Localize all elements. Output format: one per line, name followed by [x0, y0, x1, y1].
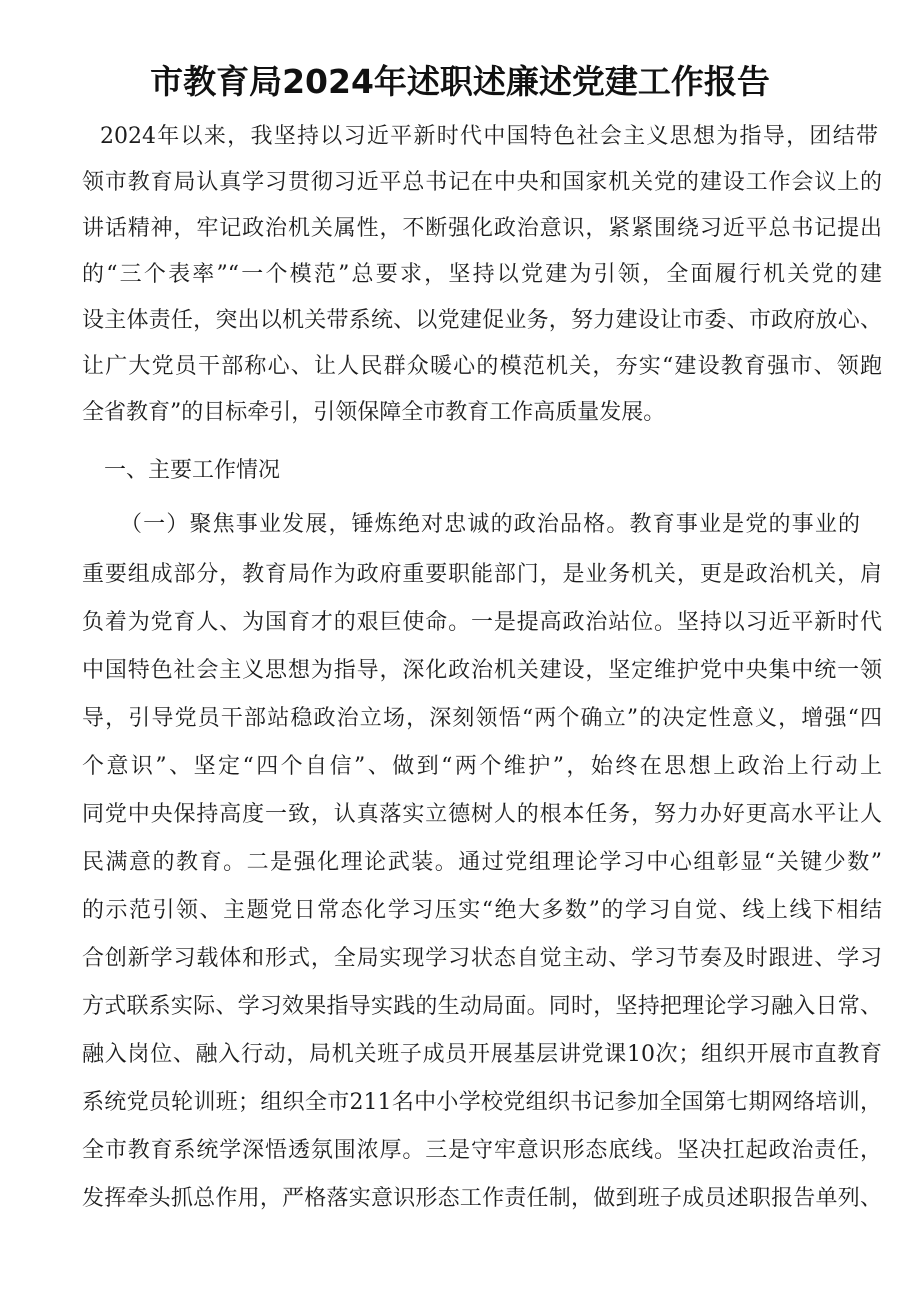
- paragraph-line: 让广大党员干部称心、让人民群众暖心的模范机关，夯实“建设教育强市、领跑: [82, 354, 882, 379]
- paragraph-line: 领市教育局认真学习贯彻习近平总书记在中央和国家机关党的建设工作会议上的: [82, 170, 882, 195]
- document-title: 市教育局2024年述职述廉述党建工作报告: [150, 62, 770, 101]
- paragraph-line: 讲话精神，牢记政治机关属性，不断强化政治意识，紧紧围绕习近平总书记提出: [82, 216, 882, 241]
- paragraph-line: 同党中央保持高度一致，认真落实立德树人的根本任务，努力办好更高水平让人: [82, 802, 882, 827]
- paragraph-line: 发挥牵头抓总作用，严格落实意识形态工作责任制，做到班子成员述职报告单列、: [82, 1186, 882, 1211]
- paragraph-line: 合创新学习载体和形式，全局实现学习状态自觉主动、学习节奏及时跟进、学习: [82, 946, 882, 971]
- paragraph-line: 重要组成部分，教育局作为政府重要职能部门，是业务机关，更是政治机关，肩: [82, 562, 882, 587]
- paragraph-line: 2024年以来，我坚持以习近平新时代中国特色社会主义思想为指导，团结带: [100, 124, 878, 149]
- paragraph-line: 的“三个表率”“一个模范”总要求，坚持以党建为引领，全面履行机关党的建: [82, 262, 882, 287]
- paragraph-line: 个意识”、坚定“四个自信”、做到“两个维护”，始终在思想上政治上行动上: [82, 754, 882, 779]
- paragraph-line: 民满意的教育。二是强化理论武装。通过党组理论学习中心组彰显“关键少数”: [82, 850, 882, 875]
- section-heading: 一、主要工作情况: [104, 458, 281, 483]
- paragraph-line: 负着为党育人、为国育才的艰巨使命。一是提高政治站位。坚持以习近平新时代: [82, 610, 882, 635]
- paragraph-line: 全省教育”的目标牵引，引领保障全市教育工作高质量发展。: [82, 400, 666, 425]
- paragraph-line: 中国特色社会主义思想为指导，深化政治机关建设，坚定维护党中央集中统一领: [82, 658, 882, 683]
- paragraph-line: 融入岗位、融入行动，局机关班子成员开展基层讲党课10次；组织开展市直教育: [82, 1042, 882, 1067]
- paragraph-line: 方式联系实际、学习效果指导实践的生动局面。同时，坚持把理论学习融入日常、: [82, 994, 882, 1019]
- paragraph-line: 的示范引领、主题党日常态化学习压实“绝大多数”的学习自觉、线上线下相结: [82, 898, 882, 923]
- paragraph-line: 全市教育系统学深悟透氛围浓厚。三是守牢意识形态底线。坚决扛起政治责任，: [82, 1138, 882, 1163]
- paragraph-line: 导，引导党员干部站稳政治立场，深刻领悟“两个确立”的决定性意义，增强“四: [82, 706, 882, 731]
- paragraph-line: 设主体责任，突出以机关带系统、以党建促业务，努力建设让市委、市政府放心、: [82, 308, 882, 333]
- paragraph-line: 系统党员轮训班；组织全市211名中小学校党组织书记参加全国第七期网络培训，: [82, 1090, 882, 1115]
- paragraph-line: （一）聚焦事业发展，锤炼绝对忠诚的政治品格。教育事业是党的事业的: [120, 512, 860, 537]
